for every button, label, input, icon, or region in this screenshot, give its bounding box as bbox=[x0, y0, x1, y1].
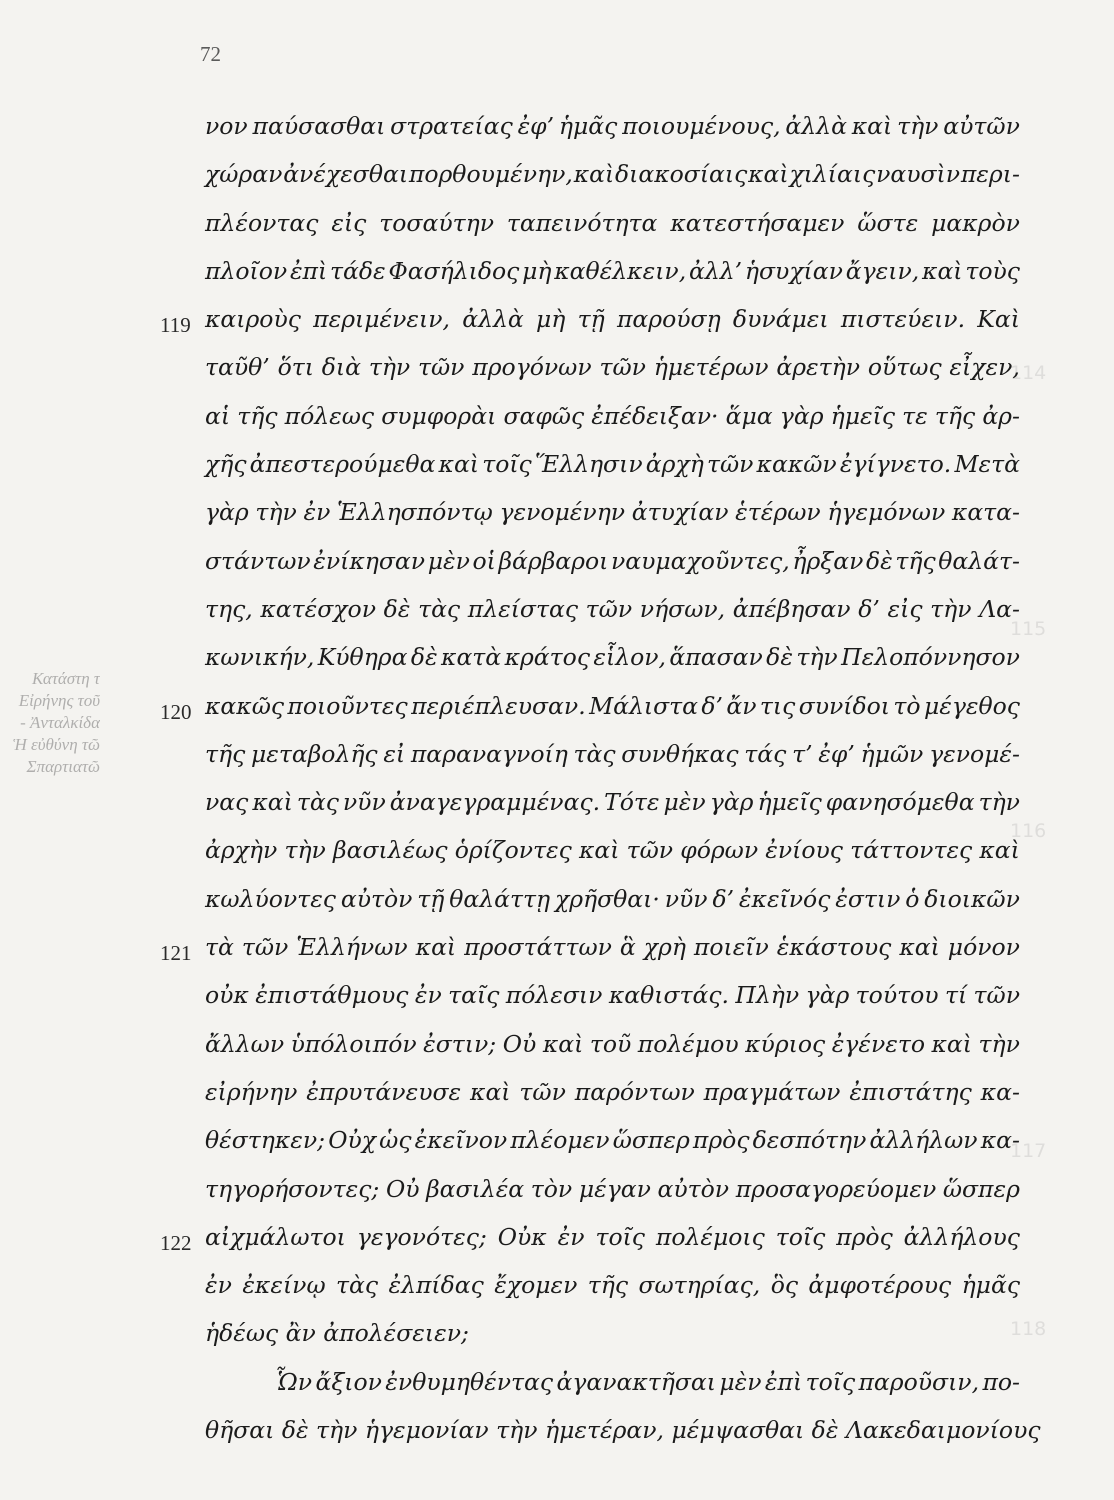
text-line: πλοῖον ἐπὶ τάδε Φασήλιδος μὴ καθέλκειν, ἀλλ’ ἡσυχίαν ἄγειν, καὶ τοὺς bbox=[205, 256, 1020, 285]
margin-note bbox=[0, 668, 100, 778]
text-line: κωνικήν, Κύθηρα δὲ κατὰ κράτος εἷλον, ἅπασαν δὲ τὴν Πελοπόννησον bbox=[205, 643, 1020, 672]
section-marker: 122 bbox=[160, 1230, 192, 1255]
page-number: 72 bbox=[200, 42, 221, 66]
bleed-through-115: 115 bbox=[1010, 618, 1047, 640]
text-line: χῆς ἀπεστερούμεθα καὶ τοῖς Ἕλλησιν ἀρχὴ τῶν κακῶν ἐγίγνετο. Μετὰ bbox=[205, 450, 1020, 479]
bleed-through-116: 116 bbox=[1010, 820, 1047, 842]
text-line: νον παύσασθαι στρατείας ἐφ’ ἡμᾶς ποιουμένους, ἀλλὰ καὶ τὴν αὐτῶν bbox=[205, 112, 1020, 140]
text-line: ἐν ἐκείνῳ τὰς ἐλπίδας ἔχομεν τῆς σωτηρίας, ὃς ἀμφοτέρους ἡμᾶς bbox=[205, 1271, 1020, 1300]
text-line: αἱ τῆς πόλεως συμφορὰι σαφῶς ἐπέδειξαν· ἅμα γὰρ ἡμεῖς τε τῆς ἀρ- bbox=[205, 401, 1020, 430]
text-line: κακῶς ποιοῦντες περιέπλευσαν. Μάλιστα δ’ ἄν τις συνίδοι τὸ μέγεθος bbox=[205, 691, 1020, 720]
text-line: Ὧν ἄξιον ἐνθυμηθέντας ἀγανακτῆσαι μὲν ἐπὶ τοῖς παροῦσιν, πο- bbox=[275, 1367, 1020, 1396]
margin-note-line: Σπαρτιατῶ bbox=[26, 757, 100, 776]
margin-note-line: Κατάστη τ bbox=[31, 669, 100, 688]
text-line: ἄλλων ὑπόλοιπόν ἐστιν; Οὐ καὶ τοῦ πολέμου κύριος ἐγένετο καὶ τὴν bbox=[205, 1029, 1020, 1058]
text-line: ἀρχὴν τὴν βασιλέως ὁρίζοντες καὶ τῶν φόρων ἐνίους τάττοντες καὶ bbox=[205, 836, 1020, 865]
margin-note-line: Ἡ εὐθύνη τῶ bbox=[12, 735, 100, 754]
bleed-through-118: 118 bbox=[1010, 1318, 1047, 1340]
text-line: εἰρήνην ἐπρυτάνευσε καὶ τῶν παρόντων πραγμάτων ἐπιστάτης κα- bbox=[205, 1077, 1020, 1106]
bleed-through-114: 114 bbox=[1010, 362, 1047, 384]
text-line: στάντων ἐνίκησαν μὲν οἱ βάρβαροι ναυμαχοῦντες, ἦρξαν δὲ τῆς θαλάτ- bbox=[205, 546, 1020, 575]
section-marker: 119 bbox=[160, 313, 191, 338]
text-line: τῆς μεταβολῆς εἰ παραναγνοίη τὰς συνθήκας τάς τ’ ἐφ’ ἡμῶν γενομέ- bbox=[205, 739, 1020, 768]
text-line: ταῦθ’ ὅτι διὰ τὴν τῶν προγόνων τῶν ἡμετέρων ἀρετὴν οὕτως εἶχεν, bbox=[205, 353, 1020, 382]
section-marker: 121 bbox=[160, 941, 192, 966]
text-line: οὐκ ἐπιστάθμους ἐν ταῖς πόλεσιν καθιστάς. Πλὴν γὰρ τούτου τί τῶν bbox=[205, 981, 1020, 1010]
text-line: νας καὶ τὰς νῦν ἀναγεγραμμένας. Τότε μὲν γὰρ ἡμεῖς φανησόμεθα τὴν bbox=[205, 788, 1020, 817]
text-line: τὰ τῶν Ἑλλήνων καὶ προστάττων ἃ χρὴ ποιεῖν ἑκάστους καὶ μόνον bbox=[205, 933, 1020, 962]
bleed-through-117: 117 bbox=[1010, 1140, 1047, 1162]
text-line: γὰρ τὴν ἐν Ἑλλησπόντῳ γενομένην ἀτυχίαν ἑτέρων ἡγεμόνων κατα- bbox=[205, 498, 1020, 527]
text-line: ἡδέως ἂν ἀπολέσειεν; bbox=[205, 1319, 469, 1348]
text-line: τηγορήσοντες; Οὐ βασιλέα τὸν μέγαν αὐτὸν προσαγορεύομεν ὥσπερ bbox=[205, 1174, 1020, 1203]
text-line: αἰχμάλωτοι γεγονότες; Οὐκ ἐν τοῖς πολέμοις τοῖς πρὸς ἀλλήλους bbox=[205, 1222, 1020, 1251]
section-marker: 120 bbox=[160, 699, 192, 724]
text-line: καιροὺς περιμένειν, ἀλλὰ μὴ τῇ παρούσῃ δυνάμει πιστεύειν. Καὶ bbox=[205, 305, 1020, 334]
text-line: θῆσαι δὲ τὴν ἡγεμονίαν τὴν ἡμετέραν, μέμψασθαι δὲ Λακεδαιμονίους bbox=[205, 1416, 1041, 1445]
text-line: πλέοντας εἰς τοσαύτην ταπεινότητα κατεστήσαμεν ὥστε μακρὸν bbox=[205, 208, 1020, 237]
margin-note-line: Εἰρήνης τοῦ bbox=[18, 691, 100, 710]
text-line: κωλύοντες αὐτὸν τῇ θαλάττῃ χρῆσθαι· νῦν δ’ ἐκεῖνός ἐστιν ὁ διοικῶν bbox=[205, 884, 1020, 913]
text-line: χώραν ἀνέχεσθαι πορθουμένην, καὶ διακοσίαις καὶ χιλίαις ναυσὶν περι- bbox=[205, 160, 1020, 189]
margin-note-line: Ἀνταλκίδα - bbox=[20, 713, 100, 732]
text-line: της, κατέσχον δὲ τὰς πλείστας τῶν νήσων, ἀπέβησαν δ’ εἰς τὴν Λα- bbox=[205, 594, 1020, 623]
text-line: θέστηκεν; Οὐχ ὡς ἐκεῖνον πλέομεν ὥσπερ πρὸς δεσπότην ἀλλήλων κα- bbox=[205, 1126, 1020, 1155]
